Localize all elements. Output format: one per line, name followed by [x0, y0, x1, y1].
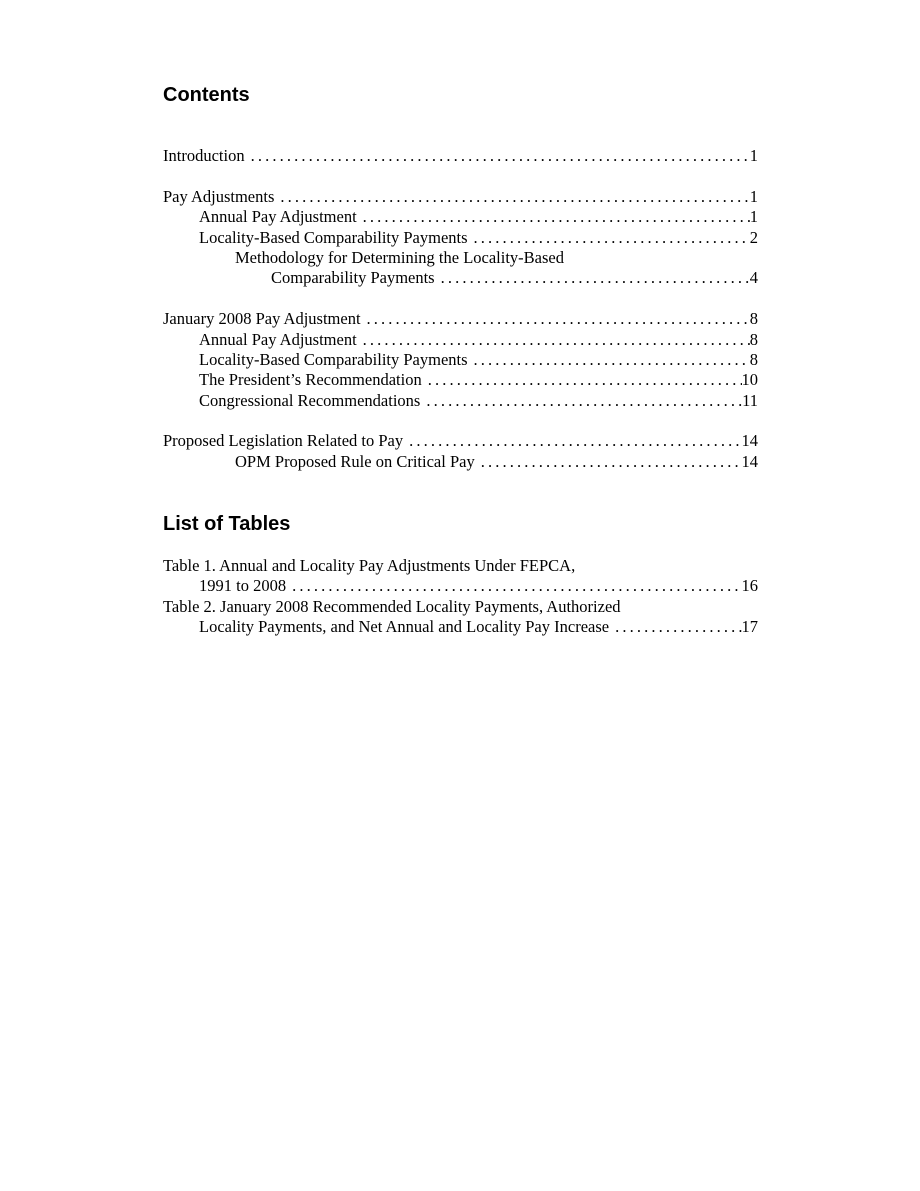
toc-entry-title: Comparability Payments [271, 268, 435, 288]
toc-entry-title: Locality-Based Comparability Payments [199, 227, 468, 247]
toc-page-number: 1 [749, 146, 758, 165]
toc-page-number: 4 [749, 268, 758, 288]
dot-leader [286, 576, 741, 596]
toc-entry-locality-based-comparability[interactable] [163, 228, 758, 248]
list-of-tables [163, 556, 758, 638]
toc-entry-title: Proposed Legislation Related to Pay [163, 431, 404, 451]
table-entry-1-line1[interactable]: Table 1. Annual and Locality Pay Adjustments Under FEPCA, [163, 556, 576, 575]
toc-entry-annual-pay-adjustment-2008[interactable] [163, 330, 758, 350]
toc-entry-pay-adjustments[interactable] [163, 187, 758, 207]
dot-leader [361, 309, 750, 329]
toc-page-number: 11 [742, 390, 758, 410]
dot-leader [245, 146, 750, 166]
toc-page-number: 8 [749, 329, 758, 349]
toc-page-number: 1 [749, 207, 758, 227]
toc-entry-presidents-recommendation[interactable] [163, 370, 758, 390]
dot-leader [468, 350, 750, 370]
dot-leader [357, 207, 750, 227]
toc-entry-title: The President’s Recommendation [199, 370, 422, 390]
table-entry-2[interactable] [163, 617, 758, 637]
dot-leader [422, 370, 742, 390]
toc-entry-title: Congressional Recommendations [199, 390, 421, 410]
toc-page-number: 2 [749, 227, 758, 247]
toc-page-number: 14 [741, 451, 758, 471]
table-entry-title: 1991 to 2008 [199, 576, 287, 596]
list-of-tables-heading: List of Tables [163, 513, 291, 535]
toc-entry-locality-based-2008[interactable] [163, 350, 758, 370]
toc-page-number: 1 [749, 186, 758, 206]
dot-leader [357, 330, 750, 350]
toc-page-number: 10 [741, 370, 758, 390]
toc-entry-proposed-legislation[interactable] [163, 431, 758, 451]
table-page-number: 17 [741, 617, 758, 637]
toc-entry-opm-proposed-rule[interactable] [163, 452, 758, 472]
toc-entry-title: Annual Pay Adjustment [199, 207, 357, 227]
dot-leader [403, 431, 741, 451]
contents-list [163, 146, 758, 472]
dot-leader [468, 228, 750, 248]
table-entry-2-line1[interactable]: Table 2. January 2008 Recommended Locality Payments, Authorized [163, 596, 621, 616]
toc-entry-title: Locality-Based Comparability Payments [199, 349, 468, 369]
toc-entry-annual-pay-adjustment[interactable] [163, 207, 758, 227]
toc-page-number: 14 [741, 431, 758, 451]
toc-entry-congressional-recommendations[interactable] [163, 391, 758, 411]
toc-entry-title: January 2008 Pay Adjustment [163, 309, 361, 329]
table-page-number: 16 [741, 576, 758, 596]
toc-page-number: 8 [749, 349, 758, 369]
table-entry-1[interactable] [163, 576, 758, 596]
toc-entry-methodology-line1[interactable]: Methodology for Determining the Locality-Based [235, 247, 565, 267]
dot-leader [420, 391, 742, 411]
toc-entry-methodology[interactable] [163, 268, 758, 288]
toc-entry-title: Pay Adjustments [163, 186, 275, 206]
toc-page-number: 8 [749, 309, 758, 329]
table-entry-title: Locality Payments, and Net Annual and Locality Pay Increase [199, 617, 610, 637]
toc-entry-january-2008[interactable] [163, 309, 758, 329]
toc-entry-introduction[interactable] [163, 146, 758, 166]
toc-entry-title: Introduction [163, 146, 245, 165]
toc-entry-title: OPM Proposed Rule on Critical Pay [235, 451, 475, 471]
dot-leader [274, 187, 749, 207]
dot-leader [475, 452, 742, 472]
dot-leader [435, 268, 750, 288]
dot-leader [609, 617, 741, 637]
toc-entry-title: Annual Pay Adjustment [199, 329, 357, 349]
contents-heading: Contents [163, 84, 250, 106]
